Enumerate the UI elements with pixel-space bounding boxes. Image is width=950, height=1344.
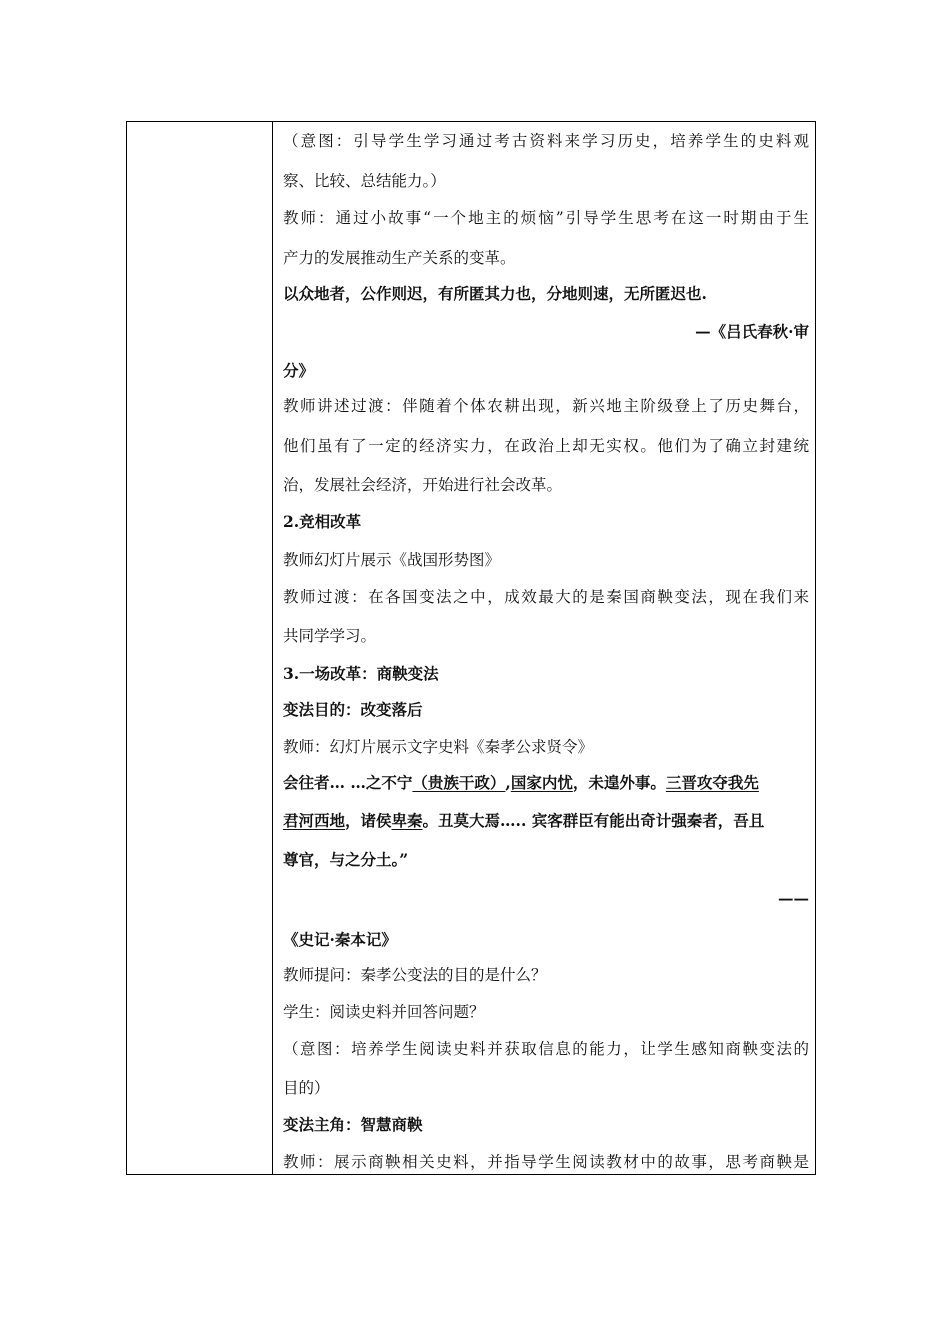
- text-line: 教师提问：秦孝公变法的目的是什么？: [283, 966, 547, 984]
- quote-line: 尊官，与之分土。”: [283, 850, 409, 869]
- text-line: （意图：培养学生阅读史料并获取信息的能力，让学生感知商鞅变法的: [283, 1040, 809, 1058]
- text-line: 教师过渡：在各国变法之中，成效最大的是秦国商鞅变法，现在我们来: [283, 588, 809, 606]
- text-line: 学生：阅读史料并回答问题？: [283, 1003, 485, 1021]
- text-line: 共同学学习。: [283, 627, 377, 645]
- text-line: （意图：引导学生学习通过考古资料来学习历史，培养学生的史料观: [283, 132, 809, 150]
- text-line: 教师讲述过渡：伴随着个体农耕出现，新兴地主阶级登上了历史舞台，: [283, 397, 809, 415]
- sub-heading: 变法主角：智慧商鞅: [283, 1115, 423, 1134]
- column-divider: [272, 122, 273, 1174]
- quote-source: 《史记·秦本记》: [283, 930, 397, 949]
- text-line: 目的）: [283, 1079, 330, 1097]
- text-line: 他们虽有了一定的经济实力，在政治上却无实权。他们为了确立封建统: [283, 437, 809, 455]
- text-line: 察、比较、总结能力。）: [283, 172, 446, 190]
- text-line: 教师：通过小故事“一个地主的烦恼”引导学生思考在这一时期由于生: [283, 209, 809, 227]
- quote-dash: ——: [778, 889, 809, 908]
- quote-line: 以众地者，公作则迟，有所匿其力也，分地则速，无所匿迟也.: [283, 284, 707, 303]
- sub-heading: 变法目的：改变落后: [283, 700, 423, 719]
- quote-source: —《吕氏春秋·审: [695, 322, 809, 341]
- text-line: 教师幻灯片展示《战国形势图》: [283, 551, 501, 569]
- text-line: 治，发展社会经济，开始进行社会改革。: [283, 476, 563, 494]
- lesson-table: [126, 121, 816, 1175]
- text-line: 产力的发展推动生产关系的变革。: [283, 249, 516, 267]
- section-heading: 3.一场改革：商鞅变法: [283, 664, 439, 683]
- quote-line: 会往者… …之不宁（贵族干政）,国家内忧，未遑外事。三晋攻夺我先: [283, 773, 759, 792]
- text-line: 教师：幻灯片展示文字史料《秦孝公求贤令》: [283, 738, 594, 756]
- text-line: 教师：展示商鞅相关史料，并指导学生阅读教材中的故事，思考商鞅是: [283, 1153, 809, 1171]
- section-heading: 2.竞相改革: [283, 512, 362, 531]
- quote-source-end: 分》: [283, 361, 315, 380]
- quote-line: 君河西地，诸侯卑秦。丑莫大焉….. 宾客群臣有能出奇计强秦者，吾且: [283, 811, 765, 830]
